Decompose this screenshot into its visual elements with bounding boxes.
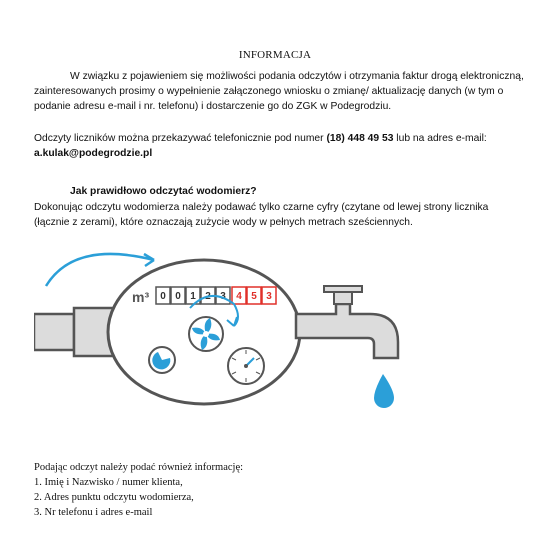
red-digit: 4 [236,291,242,302]
contact-paragraph [34,131,524,161]
black-digit: 0 [160,291,166,302]
email-address: a.kulak@podegrodzie.pl [34,148,153,159]
impeller-fan-icon [189,317,223,351]
info-item: 2. Adres punktu odczytu wodomierza, [34,492,194,503]
unit-label: m³ [132,289,150,305]
gauge-dial-icon [228,348,264,384]
black-digit: 0 [175,291,181,302]
intro-paragraph: W związku z pojawieniem się możliwości podania odczytów i otrzymania faktur drogą elektroniczną, zainteresowanych prosimy o wypełnienie załączonego wniosku o zmianę/ aktualizację danych (w tym o podanie adresu e-mail i nr. telefonu) i dostarczenie go do ZGK w Podegrodziu. [34,71,524,112]
black-digit: 2 [205,291,211,302]
info-item: 3. Nr telefonu i adres e-mail [34,507,153,518]
info-block [34,460,243,520]
info-intro: Podając odczyt należy podać również informację: [34,462,244,473]
info-item: 1. Imię i Nazwisko / numer klienta, [34,477,183,488]
water-drop-icon [374,374,394,408]
red-digit: 3 [266,291,272,302]
red-digit: 5 [251,291,257,302]
howto-heading: Jak prawidłowo odczytać wodomierz? [70,186,257,197]
contact-text-lead: Odczyty liczników można przekazywać telefonicznie pod numer [34,133,327,144]
page-title: INFORMACJA [238,49,312,61]
contact-text-mid: lub na adres e-mail: [393,133,487,144]
howto-paragraph: Dokonując odczytu wodomierza należy podawać tylko czarne cyfry (czytane od lewej strony licznika (łącznie z zerami), które oznaczają zużycie wody w pełnych metrach sześciennych. [34,202,489,228]
black-digit: 1 [190,291,196,302]
black-digit: 3 [220,291,226,302]
small-dial-icon [149,347,175,373]
water-meter-illustration [34,246,414,426]
faucet [296,286,398,358]
phone-number: (18) 448 49 53 [326,133,394,144]
